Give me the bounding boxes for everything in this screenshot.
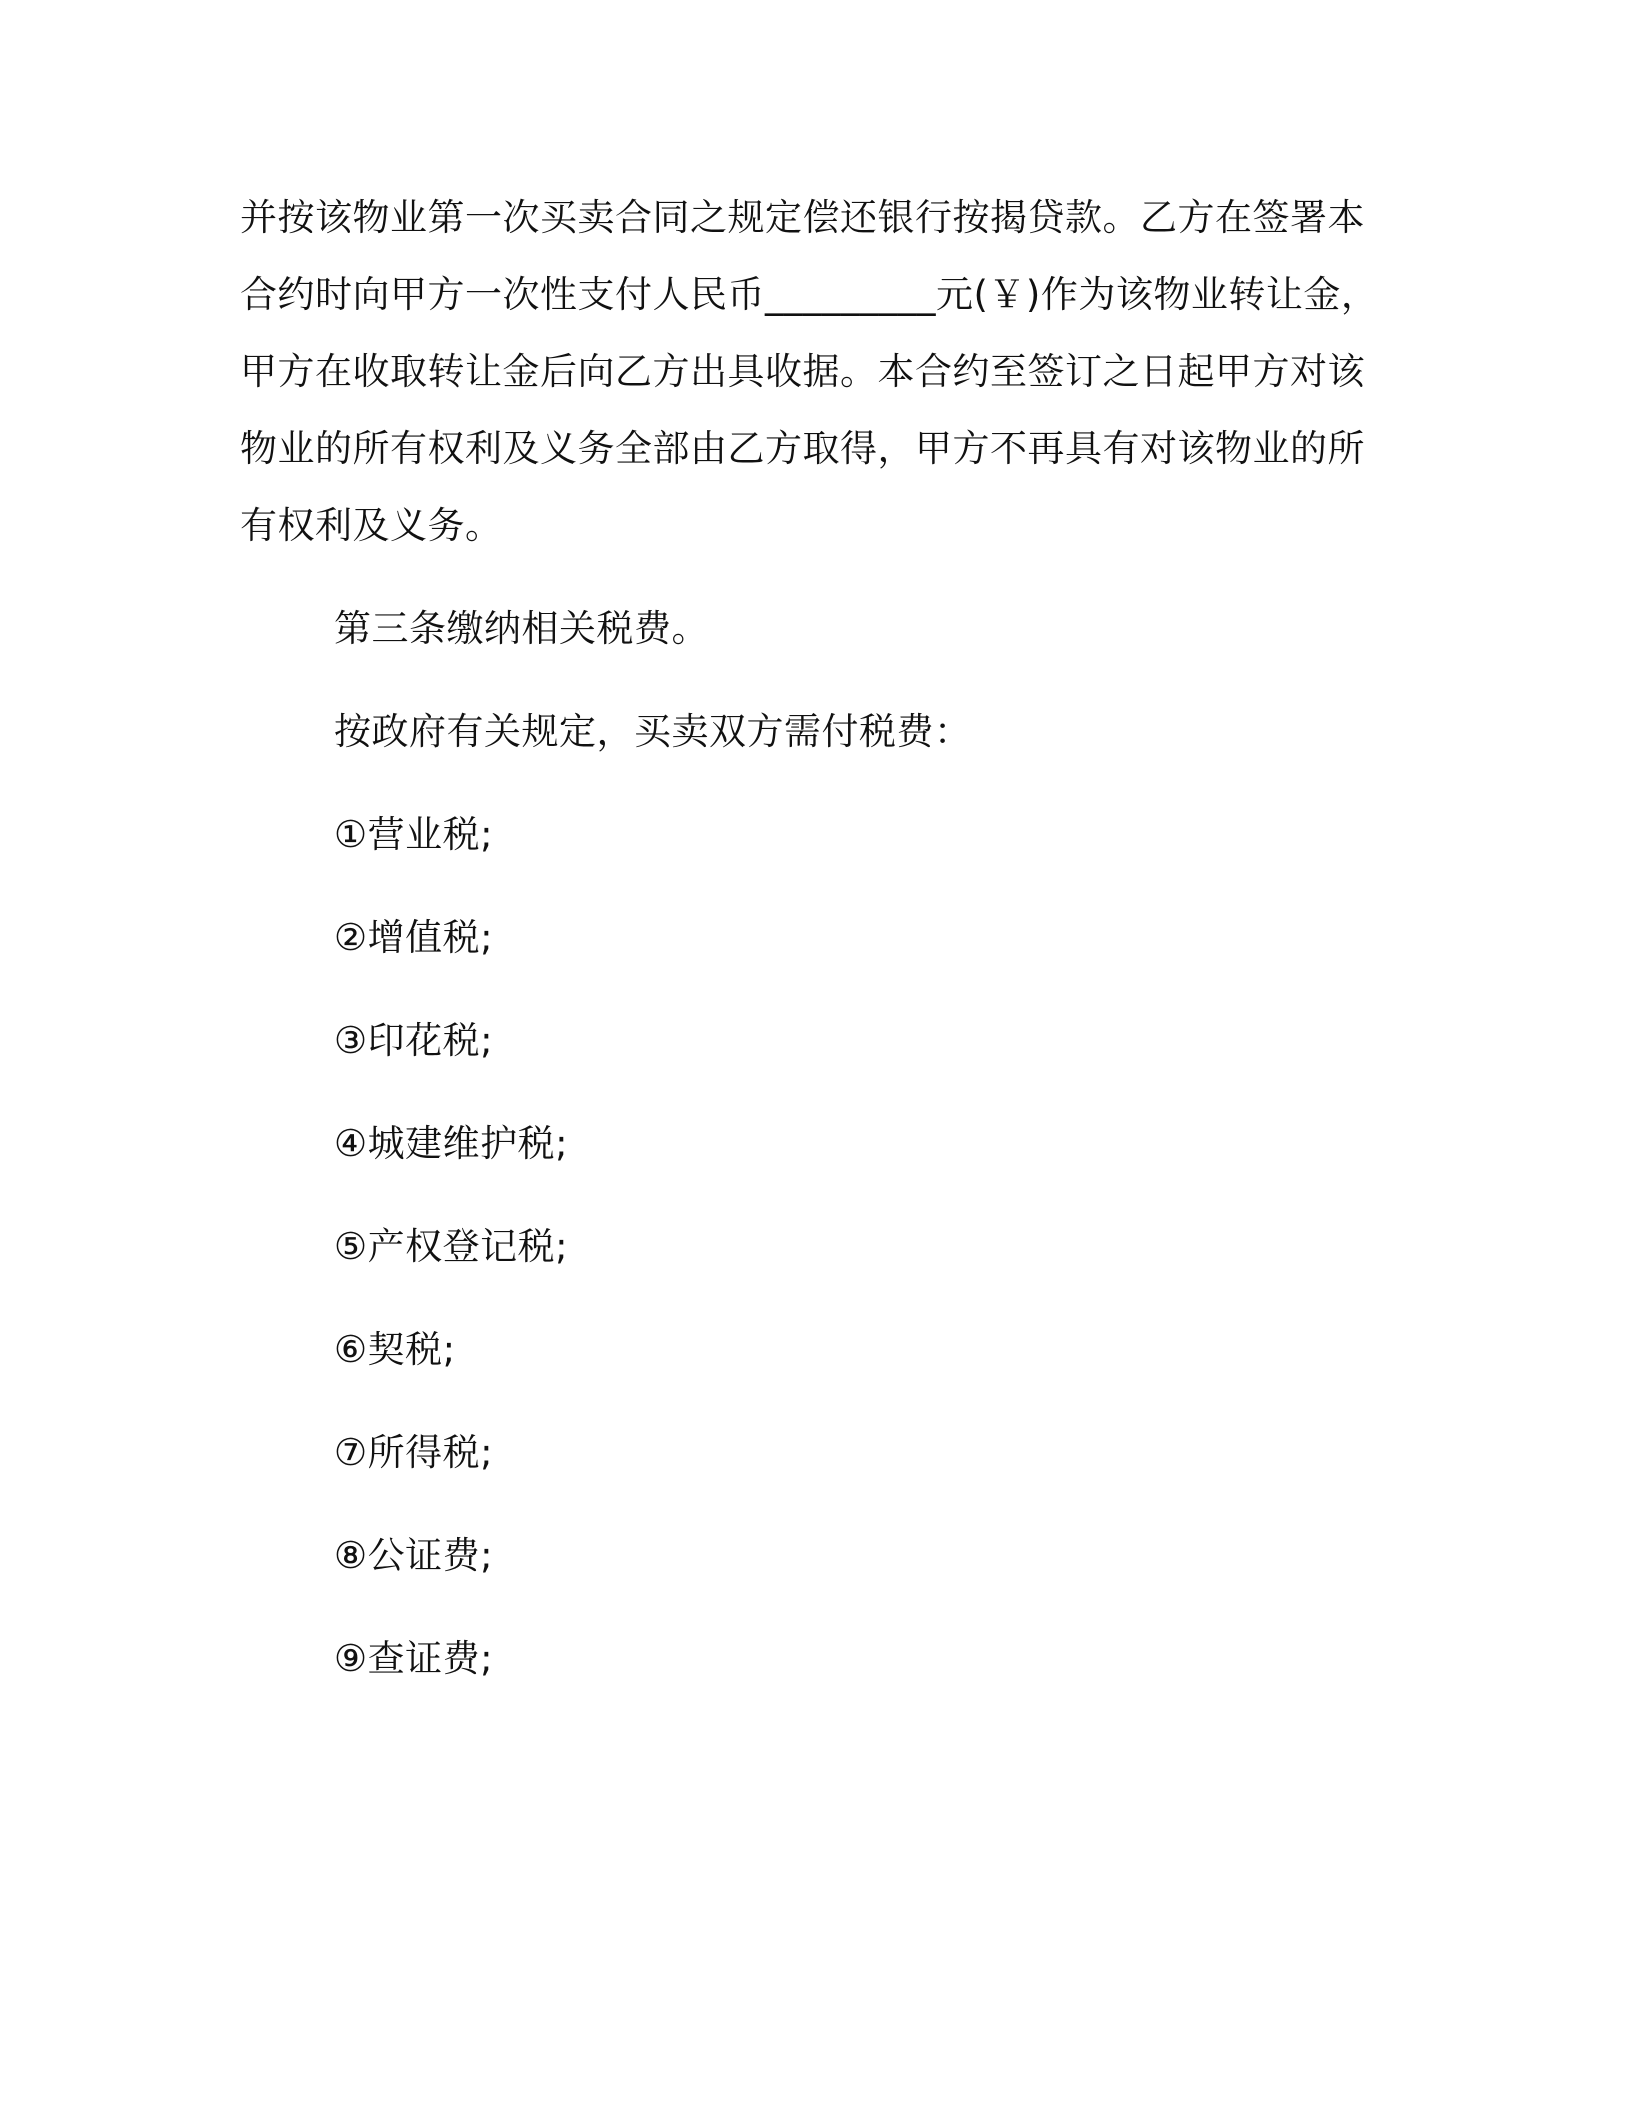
paragraph-line-3: 甲方在收取转让金后向乙方出具收据。本合约至签订之日起甲方对该 — [240, 350, 1365, 393]
tax-item: ①营业税; — [334, 813, 494, 856]
paragraph-line-2: 合约时向甲方一次性支付人民币_________元(￥)作为该物业转让金， — [240, 273, 1379, 316]
article-heading: 第三条缴纳相关税费。 — [334, 607, 709, 650]
paragraph-line-5: 有权利及义务。 — [240, 504, 503, 547]
tax-item: ⑨查证费; — [334, 1637, 494, 1680]
tax-item: ⑥契税; — [334, 1328, 456, 1371]
tax-item: ③印花税; — [334, 1019, 494, 1062]
paragraph-line-4: 物业的所有权利及义务全部由乙方取得，甲方不再具有对该物业的所 — [240, 427, 1365, 470]
paragraph-line-1: 并按该物业第一次买卖合同之规定偿还银行按揭贷款。乙方在签署本 — [240, 196, 1365, 239]
tax-intro: 按政府有关规定，买卖双方需付税费： — [334, 710, 972, 753]
tax-item: ⑤产权登记税; — [334, 1225, 569, 1268]
tax-item: ⑧公证费; — [334, 1534, 494, 1577]
tax-item: ④城建维护税; — [334, 1122, 569, 1165]
tax-item: ⑦所得税; — [334, 1431, 494, 1474]
tax-item: ②增值税; — [334, 916, 494, 959]
